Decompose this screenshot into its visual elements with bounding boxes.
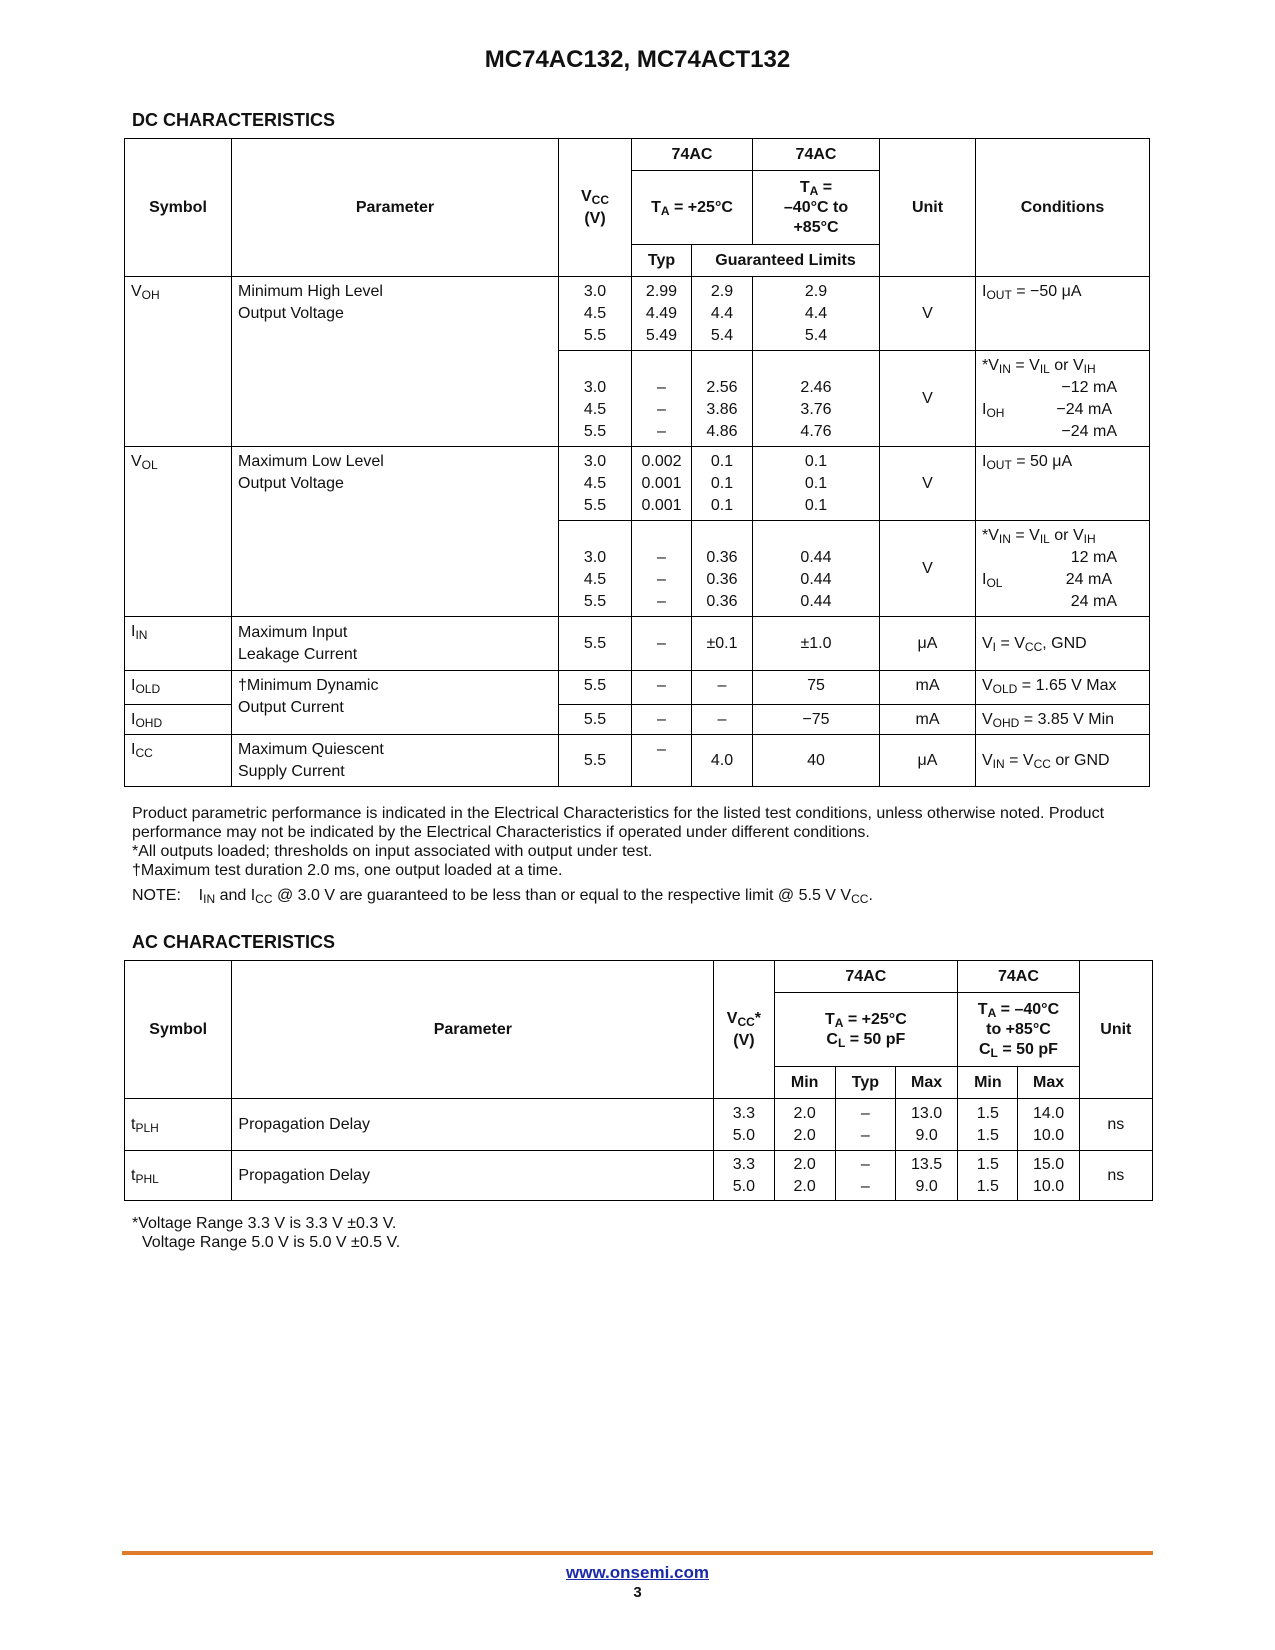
vol-symbol: $V_{OL}$	[125, 447, 232, 617]
table-row	[125, 671, 1150, 705]
iohd-typ: –	[632, 705, 692, 735]
ac-header-parameter: Parameter	[232, 961, 714, 1099]
voh-limit-25c-loaded: 2.56 3.86 4.86	[692, 351, 753, 447]
tplh-typ: – –	[835, 1099, 895, 1151]
footer-divider	[122, 1551, 1153, 1555]
iold-condition: $V_{OLD} = 1.65$ V Max	[976, 671, 1150, 705]
iohd-vcc: 5.5	[559, 705, 632, 735]
tplh-min-85c: 1.5 1.5	[958, 1099, 1018, 1151]
vol-limit-85c: 0.1 0.1 0.1	[753, 447, 880, 521]
dc-header-symbol: Symbol	[125, 139, 232, 277]
iin-vcc: 5.5	[559, 617, 632, 671]
iold-parameter: †Minimum Dynamic Output Current	[232, 671, 559, 735]
table-row	[125, 277, 1150, 351]
tplh-vcc: 3.3 5.0	[714, 1099, 774, 1151]
voh-limit-85c-loaded: 2.46 3.76 4.76	[753, 351, 880, 447]
dc-header-ta-25c: $T_A = +25^\circ C$	[632, 171, 753, 245]
dc-header-parameter: Parameter	[232, 139, 559, 277]
dc-characteristics-table	[124, 138, 1150, 787]
iold-vcc: 5.5	[559, 671, 632, 705]
icc-unit: μA	[880, 735, 976, 787]
ac-note-range-5v0: Voltage Range 5.0 V is 5.0 V ±0.5 V.	[142, 1234, 401, 1251]
tplh-unit: ns	[1079, 1099, 1152, 1151]
dc-notes	[132, 804, 1142, 905]
voh-vcc-loaded: 3.0 4.5 5.5	[559, 351, 632, 447]
tplh-symbol: $t_{PLH}$	[125, 1099, 232, 1151]
icc-parameter: Maximum Quiescent Supply Current	[232, 735, 559, 787]
ac-note-range-3v3: *Voltage Range 3.3 V is 3.3 V ±0.3 V.	[132, 1215, 397, 1232]
voh-parameter: Minimum High Level Output Voltage	[232, 277, 559, 447]
dc-note-test-duration: †Maximum test duration 2.0 ms, one output loaded at a time.	[132, 862, 563, 879]
ac-section-title: AC CHARACTERISTICS	[132, 932, 336, 952]
iold-symbol: $I_{OLD}$	[125, 671, 232, 705]
vol-limit-25c-loaded: 0.36 0.36 0.36	[692, 521, 753, 617]
dc-header-vcc: $V_{CC}$ (V)	[559, 139, 632, 277]
ac-header-symbol: Symbol	[125, 961, 232, 1099]
iin-parameter: Maximum Input Leakage Current	[232, 617, 559, 671]
ac-header-max: Max	[895, 1067, 957, 1099]
voh-typ-loaded: – – –	[632, 351, 692, 447]
dc-header-family-25c: 74AC	[632, 139, 753, 171]
page-number: 3	[633, 1584, 642, 1601]
dc-note-outputs-loaded: *All outputs loaded; thresholds on input associated with output under test.	[132, 843, 653, 860]
voh-vcc: 3.0 4.5 5.5	[559, 277, 632, 351]
ac-header-ta-85c: $T_A = -40^\circ C$ to +85°C $C_L = 50$ pF	[958, 993, 1079, 1067]
voh-symbol: $V_{OH}$	[125, 277, 232, 447]
iin-typ: –	[632, 617, 692, 671]
icc-symbol: $I_{CC}$	[125, 735, 232, 787]
ac-header-max-85c: Max	[1018, 1067, 1079, 1099]
dc-note-performance: Product parametric performance is indicated in the Electrical Characteristics for the listed test conditions, unless otherwise noted. Product performance may not be indicated by the Electrical Characteristics if operated under different conditions.	[132, 805, 1105, 841]
ac-header-typ: Typ	[835, 1067, 895, 1099]
tplh-parameter: Propagation Delay	[232, 1099, 714, 1151]
vol-limit-85c-loaded: 0.44 0.44 0.44	[753, 521, 880, 617]
tphl-max: 13.5 9.0	[895, 1151, 957, 1201]
page-title: MC74AC132, MC74ACT132	[484, 46, 791, 73]
vol-parameter: Maximum Low Level Output Voltage	[232, 447, 559, 617]
dc-header-conditions: Conditions	[976, 139, 1150, 277]
dc-header-guaranteed-limits: Guaranteed Limits	[692, 245, 880, 277]
tphl-unit: ns	[1079, 1151, 1152, 1201]
vol-condition-loaded: $*V_{IN} = V_{IL}$ or $V_{IH}$ 12 mA $I_{OL}$ 24 mA 24 mA	[976, 521, 1150, 617]
vol-unit: V	[880, 447, 976, 521]
tphl-typ: – –	[835, 1151, 895, 1201]
iold-unit: mA	[880, 671, 976, 705]
ac-header-family-85c: 74AC	[958, 961, 1079, 993]
iold-limit-25c: –	[692, 671, 753, 705]
iin-limit-25c: ±0.1	[692, 617, 753, 671]
iohd-limit-25c: –	[692, 705, 753, 735]
voh-limit-25c: 2.9 4.4 5.4	[692, 277, 753, 351]
vol-vcc-loaded: 3.0 4.5 5.5	[559, 521, 632, 617]
tplh-max: 13.0 9.0	[895, 1099, 957, 1151]
tphl-max-85c: 15.0 10.0	[1018, 1151, 1079, 1201]
tplh-min: 2.0 2.0	[774, 1099, 835, 1151]
vol-limit-25c: 0.1 0.1 0.1	[692, 447, 753, 521]
ac-header-unit: Unit	[1079, 961, 1152, 1099]
iohd-unit: mA	[880, 705, 976, 735]
iin-unit: μA	[880, 617, 976, 671]
vol-vcc: 3.0 4.5 5.5	[559, 447, 632, 521]
tphl-min: 2.0 2.0	[774, 1151, 835, 1201]
icc-limit-85c: 40	[753, 735, 880, 787]
dc-header-typ: Typ	[632, 245, 692, 277]
voh-condition-loaded: $*V_{IN} = V_{IL}$ or $V_{IH}$ −12 mA $I_{OH}$ −24 mA −24 mA	[976, 351, 1150, 447]
tphl-vcc: 3.3 5.0	[714, 1151, 774, 1201]
icc-condition: $V_{IN} = V_{CC}$ or GND	[976, 735, 1150, 787]
table-row	[125, 735, 1150, 787]
icc-vcc: 5.5	[559, 735, 632, 787]
dc-note-iin-icc: NOTE: $I_{IN}$ and $I_{CC}$ @ 3.0 V are guaranteed to be less than or equal to the respective limit @ 5.5 V $V_{CC}$.	[132, 887, 873, 906]
vol-typ: 0.002 0.001 0.001	[632, 447, 692, 521]
ac-header-vcc: $V_{CC}*$ (V)	[714, 961, 774, 1099]
ac-characteristics-table	[124, 960, 1153, 1201]
dc-header-unit: Unit	[880, 139, 976, 277]
iold-limit-85c: 75	[753, 671, 880, 705]
iin-limit-85c: ±1.0	[753, 617, 880, 671]
tphl-parameter: Propagation Delay	[232, 1151, 714, 1201]
iin-symbol: $I_{IN}$	[125, 617, 232, 671]
voh-condition: $I_{OUT} = -50$ μA	[976, 277, 1150, 351]
tphl-symbol: $t_{PHL}$	[125, 1151, 232, 1201]
iohd-limit-85c: −75	[753, 705, 880, 735]
voh-unit: V	[880, 277, 976, 351]
voh-limit-85c: 2.9 4.4 5.4	[753, 277, 880, 351]
dc-header-family-85c: 74AC	[753, 139, 880, 171]
ac-header-min: Min	[774, 1067, 835, 1099]
vol-typ-loaded: – – –	[632, 521, 692, 617]
ac-header-family-25c: 74AC	[774, 961, 958, 993]
icc-typ: –	[632, 735, 692, 787]
dc-header-ta-85c: $T_A$ = –40°C to +85°C	[753, 171, 880, 245]
table-row	[125, 1099, 1153, 1151]
voh-unit-loaded: V	[880, 351, 976, 447]
footer-website-link[interactable]: www.onsemi.com	[566, 1563, 709, 1582]
ac-header-min-85c: Min	[958, 1067, 1018, 1099]
vol-condition: $I_{OUT} = 50$ μA	[976, 447, 1150, 521]
iold-typ: –	[632, 671, 692, 705]
ac-header-ta-25c: $T_A = +25^\circ C$ $C_L = 50$ pF	[774, 993, 958, 1067]
table-row	[125, 447, 1150, 521]
voh-typ: 2.99 4.49 5.49	[632, 277, 692, 351]
table-row	[125, 617, 1150, 671]
dc-section-title: DC CHARACTERISTICS	[132, 110, 336, 130]
tphl-min-85c: 1.5 1.5	[958, 1151, 1018, 1201]
ac-notes	[132, 1214, 400, 1252]
icc-limit-25c: 4.0	[692, 735, 753, 787]
iohd-condition: $V_{OHD} = 3.85$ V Min	[976, 705, 1150, 735]
tplh-max-85c: 14.0 10.0	[1018, 1099, 1079, 1151]
vol-unit-loaded: V	[880, 521, 976, 617]
iin-condition: $V_I = V_{CC}$, GND	[976, 617, 1150, 671]
iohd-symbol: $I_{OHD}$	[125, 705, 232, 735]
table-row	[125, 1151, 1153, 1201]
